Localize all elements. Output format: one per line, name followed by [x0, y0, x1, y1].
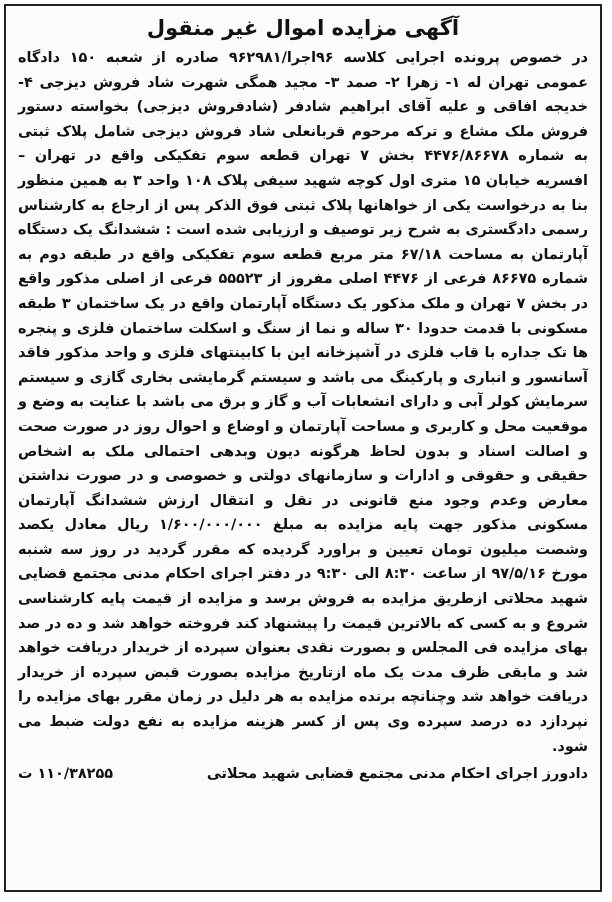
auction-notice: [4, 4, 602, 892]
notice-footer: [18, 761, 588, 787]
notice-body: در خصوص پرونده اجرایی کلاسه ۹۶اجرا/۹۶۲۹۸۱ صادره از شعبه ۱۵۰ دادگاه عمومی تهران له ۱- زهرا ۲- صمد ۳- مجید همگی شهرت شاد فروش دیزجی ۴- خدیجه افاقی و علیه آقای ابراهیم شادفر (شادفروش دیزجی) بخواسته دستور فروش ملک مشاع و ترکه مرحوم قربانعلی شاد فروش دیزجی شامل پلاک ثبتی به شماره ۴۴۷۶/۸۶۶۷۸ بخش ۷ تهران قطعه سوم تفکیکی واقع در تهران – افسریه خیابان ۱۵ متری اول کوچه شهید سیفی پلاک ۱۰۸ واحد ۳ به همین منظور بنا به درخواست یکی از خواهانها پلاک ثبتی فوق الذکر پس از ارجاع به کارشناس رسمی دادگستری به شرح زیر توصیف و ارزیابی شده است : ششدانگ یک دستگاه آپارتمان به مساحت ۶۷/۱۸ متر مربع قطعه سوم تفکیکی واقع در طبقه دوم به شماره ۸۶۶۷۵ فرعی از ۴۴۷۶ اصلی مفروز از ۵۵۵۲۳ فرعی از اصلی مذکور واقع در بخش ۷ تهران و ملک مذکور یک دستگاه آپارتمان واقع در یک ساختمان ۳ طبقه مسکونی با قدمت حدودا ۳۰ ساله و نما از سنگ و اسکلت ساختمان فلزی و پنجره ها تک جداره با قاب فلزی در آشپزخانه این با کابینتهای فلزی و واحد مذکور فاقد آسانسور و انباری و پارکینگ می باشد و سیستم گرمایشی بخاری گازی و سیستم سرمایش کولر آبی و دارای انشعابات آب و گاز و برق می باشد با عنایت به وضع و موقعیت محل و کاربری و مساحت آپارتمان و اوضاع و احوال روز در صورت صحت و اصالت اسناد و بدون لحاظ هرگونه دیون وبدهی احتمالی ملک به اشخاص حقیقی و حقوقی و ادارات و سازمانهای دولتی و خصوصی و در صورت نداشتن معارض وعدم وجود منع قانونی در نقل و انتقال ارزش ششدانگ آپارتمان مسکونی مذکور جهت پایه مزایده به مبلغ ۱/۶۰۰/۰۰۰/۰۰۰ ریال معادل یکصد وشصت میلیون تومان تعیین و براورد گردیده که مقرر گردید در روز سه شنبه مورخ ۹۷/۵/۱۶ از ساعت ۸:۳۰ الی ۹:۳۰ در دفتر اجرای احکام مدنی مجتمع قضایی شهید محلاتی ازطریق مزایده به فروش برسد و مزایده از قیمت پایه کارشناسی شروع و به کسی که بالاترین قیمت را پیشنهاد کند فروخته خواهد شد و ده در صد بهای مزایده فی المجلس و بصورت نقدی بعنوان سپرده از خریدار دریافت خواهد شد و مابقی ظرف مدت یک ماه ازتاریخ مزایده بصورت قبض سپرده از خریدار دریافت خواهد شد وچنانچه برنده مزایده به هر دلیل در زمان مقرر بهای مزایده را نپردازد ده درصد سپرده وی پس از کسر هزینه مزایده به نفع دولت ضبط می شود.: [18, 50, 589, 755]
notice-signature: دادورز اجرای احکام مدنی مجتمع قضایی شهید محلاتی: [206, 766, 588, 783]
notice-title: آگهی مزایده اموال غیر منقول: [146, 16, 460, 40]
notice-code: ۱۱۰/۳۸۲۵۵ ت: [18, 766, 114, 783]
